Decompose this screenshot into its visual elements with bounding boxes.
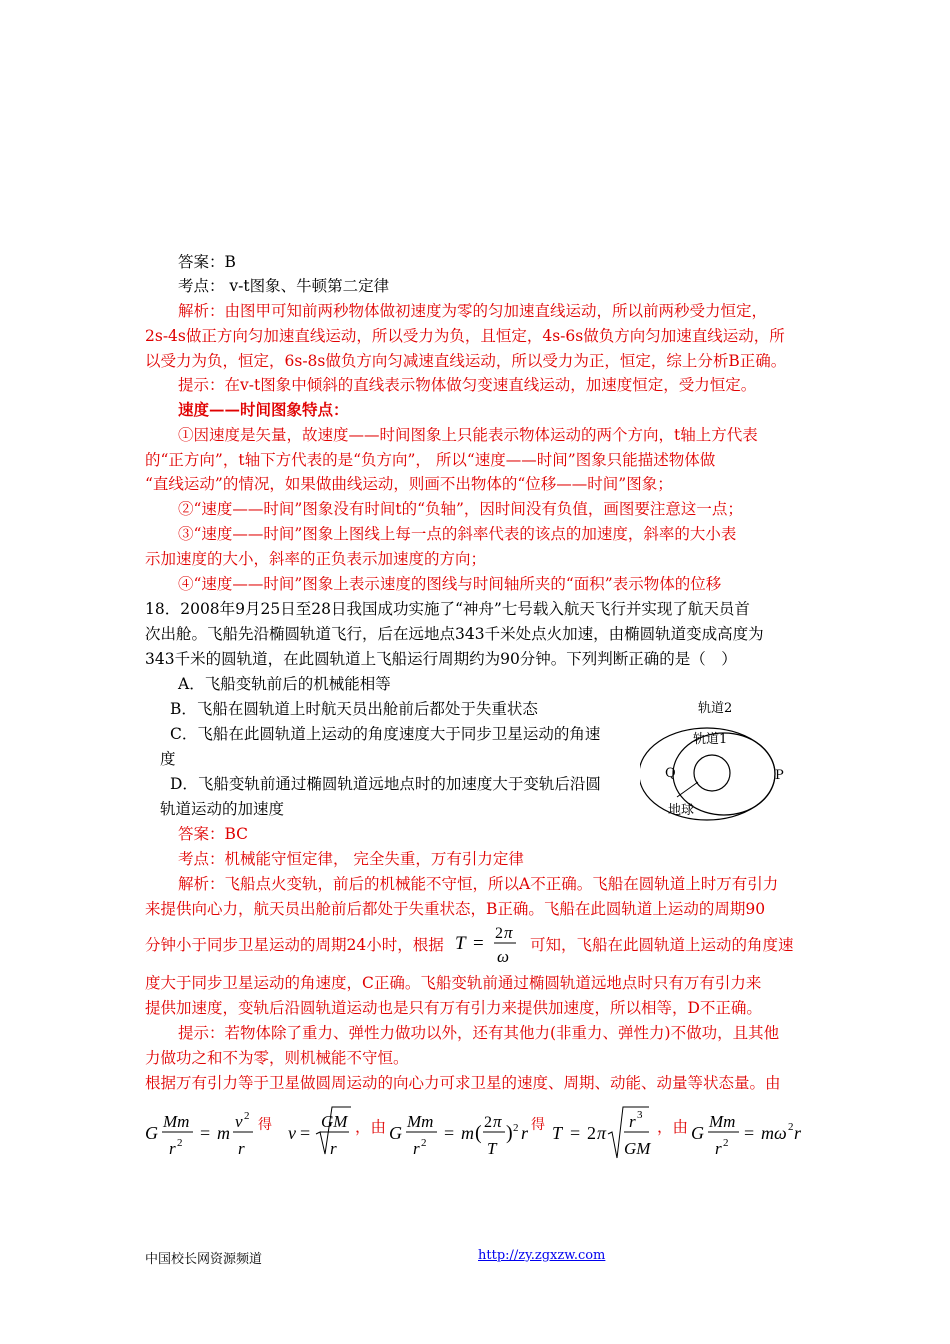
svg-text:π: π [493,1112,502,1131]
vt-feature-line-4: ②“速度——时间”图象没有时间t的“负轴”，因时间没有负值，画图要注意这一点； [178,500,743,518]
svg-text:r: r [521,1123,529,1143]
q18-hint-line-1: 提示：若物体除了重力、弹性力做功以外，还有其他力(非重力、弹性力)不做功，且其他 [178,1024,780,1042]
connector-you-1: ，由 [355,1118,387,1136]
vt-feature-line-6: 示加速度的大小，斜率的正负表示加速度的方向； [145,550,487,568]
svg-text:G: G [691,1123,704,1143]
orbit-1-label: 轨道1 [693,732,728,747]
q17-analysis-line-3: 以受力为负，恒定，6s-8s做负方向匀减速直线运动，所以受力为正，恒定，综上分析B正确。 [145,352,787,370]
svg-text:v: v [288,1123,296,1143]
svg-text:r: r [169,1139,176,1158]
period-formula [453,918,525,968]
orbit-2-label: 轨道2 [698,701,733,716]
q17-answer: 答案：B [178,253,236,271]
q17-analysis-line-1: 解析：由图甲可知前两秒物体做初速度为零的匀加速直线运动，所以前两秒受力恒定， [178,302,768,320]
svg-text:m: m [217,1123,230,1143]
vt-feature-title: 速度——时间图象特点： [178,400,349,419]
earth-label: 地球 [668,803,695,818]
svg-text:π: π [597,1123,607,1143]
svg-text:3: 3 [637,1109,643,1121]
velocity-formula [143,1104,353,1162]
q18-analysis-line-2: 来提供向心力，航天员出舱前后都处于失重状态，B正确。飞船在此圆轨道上运动的周期90 [145,900,766,918]
svg-text:ω: ω [497,947,510,966]
point-p-label: P [775,768,784,783]
svg-text:=: = [200,1123,211,1143]
footer-site-name: 中国校长网资源频道 [145,1252,263,1267]
svg-text:v: v [235,1112,243,1131]
svg-text:2: 2 [723,1137,729,1149]
svg-text:2: 2 [244,1110,250,1122]
q18-analysis-line-3a: 分钟小于同步卫星运动的周期24小时，根据 [145,936,444,954]
period-gravity-formula [387,1104,657,1162]
q18-option-c: C．飞船在此圆轨道上运动的角度速度大于同步卫星运动的角速 [170,725,601,743]
q18-stem-line-2: 次出舱。飞船先沿椭圆轨道飞行，后在远地点343千米处点火加速，由椭圆轨道变成高度为 [145,625,764,643]
svg-text:=: = [473,933,484,954]
svg-text:mω: mω [761,1123,787,1143]
q18-topic: 考点：机械能守恒定律， 完全失重，万有引力定律 [178,850,524,868]
q18-option-b: B．飞船在圆轨道上时航天员出舱前后都处于失重状态 [170,700,538,718]
vt-feature-line-1: ①因速度是矢量，故速度——时间图象上只能表示物体运动的两个方向，t轴上方代表 [178,426,758,444]
orbit-diagram [640,692,810,824]
q17-topic: 考点： v-t图象、牛顿第二定律 [178,277,390,295]
connector-you-2: ，由 [657,1118,689,1136]
angular-velocity-formula [689,1104,809,1162]
svg-text:2: 2 [495,925,503,942]
vt-feature-line-2: 的“正方向”，t轴下方代表的是“负方向”， 所以“速度——时间”图象只能描述物体做 [145,451,716,469]
connector-de-2: 得 [531,1117,545,1133]
q18-answer: 答案：BC [178,825,249,843]
vt-feature-line-3: “直线运动”的情况，如果做曲线运动，则画不出物体的“位移——时间”图象； [145,475,673,493]
svg-text:2: 2 [484,1114,492,1131]
svg-text:r: r [238,1139,245,1158]
svg-text:2: 2 [513,1122,519,1134]
svg-text:T: T [455,933,466,954]
q18-hint-line-2: 力做功之和不为零，则机械能不守恒。 [145,1049,409,1067]
q18-analysis-line-3b: 可知，飞船在此圆轨道上运动的角度速 [530,936,794,954]
svg-text:2: 2 [421,1137,427,1149]
q18-stem-line-3: 343千米的圆轨道，在此圆轨道上飞船运行周期约为90分钟。下列判断正确的是（ ） [145,650,737,668]
q18-summary: 根据万有引力等于卫星做圆周运动的向心力可求卫星的速度、周期、动能、动量等状态量。由 [145,1074,781,1092]
svg-text:Mm: Mm [163,1112,190,1131]
svg-text:=: = [570,1123,581,1143]
q18-option-c-cont: 度 [160,750,176,768]
svg-text:r: r [794,1123,802,1143]
svg-text:T: T [487,1139,497,1158]
q18-analysis-line-5: 提供加速度，变轨后沿圆轨道运动也是只有万有引力来提供加速度，所以相等，D不正确。 [145,999,762,1017]
q17-hint: 提示：在v-t图象中倾斜的直线表示物体做匀变速直线运动，加速度恒定，受力恒定。 [178,376,757,394]
svg-text:GM: GM [321,1112,348,1131]
svg-text:2: 2 [177,1137,183,1149]
q18-analysis-line-4: 度大于同步卫星运动的角速度，C正确。飞船变轨前通过椭圆轨道远地点时只有万有引力来 [145,974,762,992]
svg-text:): ) [506,1122,513,1144]
svg-text:T: T [552,1123,563,1143]
vt-feature-line-7: ④“速度——时间”图象上表示速度的图线与时间轴所夹的“面积”表示物体的位移 [178,575,722,593]
svg-text:r: r [629,1112,636,1131]
earth-pointer [677,782,698,797]
svg-text:=: = [444,1123,455,1143]
q18-option-d-cont: 轨道运动的加速度 [160,800,285,818]
svg-text:r: r [330,1139,337,1158]
svg-text:Mm: Mm [709,1112,736,1131]
connector-de-1: 得 [258,1117,272,1133]
q17-analysis-line-2: 2s-4s做正方向匀加速直线运动，所以受力为负，且恒定，4s-6s做负方向匀加速直线运动，所 [145,327,785,345]
svg-text:2: 2 [587,1123,596,1143]
q18-analysis-line-1: 解析：飞船点火变轨，前后的机械能不守恒，所以A不正确。飞船在圆轨道上时万有引力 [178,875,779,893]
vt-feature-line-5: ③“速度——时间”图象上图线上每一点的斜率代表的该点的加速度，斜率的大小表 [178,525,737,543]
svg-text:m: m [461,1123,474,1143]
footer-link[interactable]: http://zy.zgxzw.com [478,1248,606,1263]
svg-text:G: G [389,1123,402,1143]
q18-option-d: D．飞船变轨前通过椭圆轨道远地点时的加速度大于变轨后沿圆 [170,775,601,793]
point-q-label: Q [665,766,676,781]
svg-text:(: ( [475,1122,482,1144]
svg-text:=: = [744,1123,755,1143]
svg-text:r: r [413,1139,420,1158]
q18-option-a: A．飞船变轨前后的机械能相等 [178,675,391,693]
svg-text:r: r [715,1139,722,1158]
svg-text:2: 2 [788,1121,794,1133]
svg-text:=: = [300,1123,311,1143]
earth-circle [694,755,730,791]
svg-text:G: G [145,1123,158,1143]
q18-stem-line-1: 18．2008年9月25日至28日我国成功实施了“神舟”七号载入航天飞行并实现了航天员首 [145,600,750,618]
svg-text:Mm: Mm [407,1112,434,1131]
svg-text:π: π [504,923,513,942]
svg-text:GM: GM [624,1139,651,1158]
